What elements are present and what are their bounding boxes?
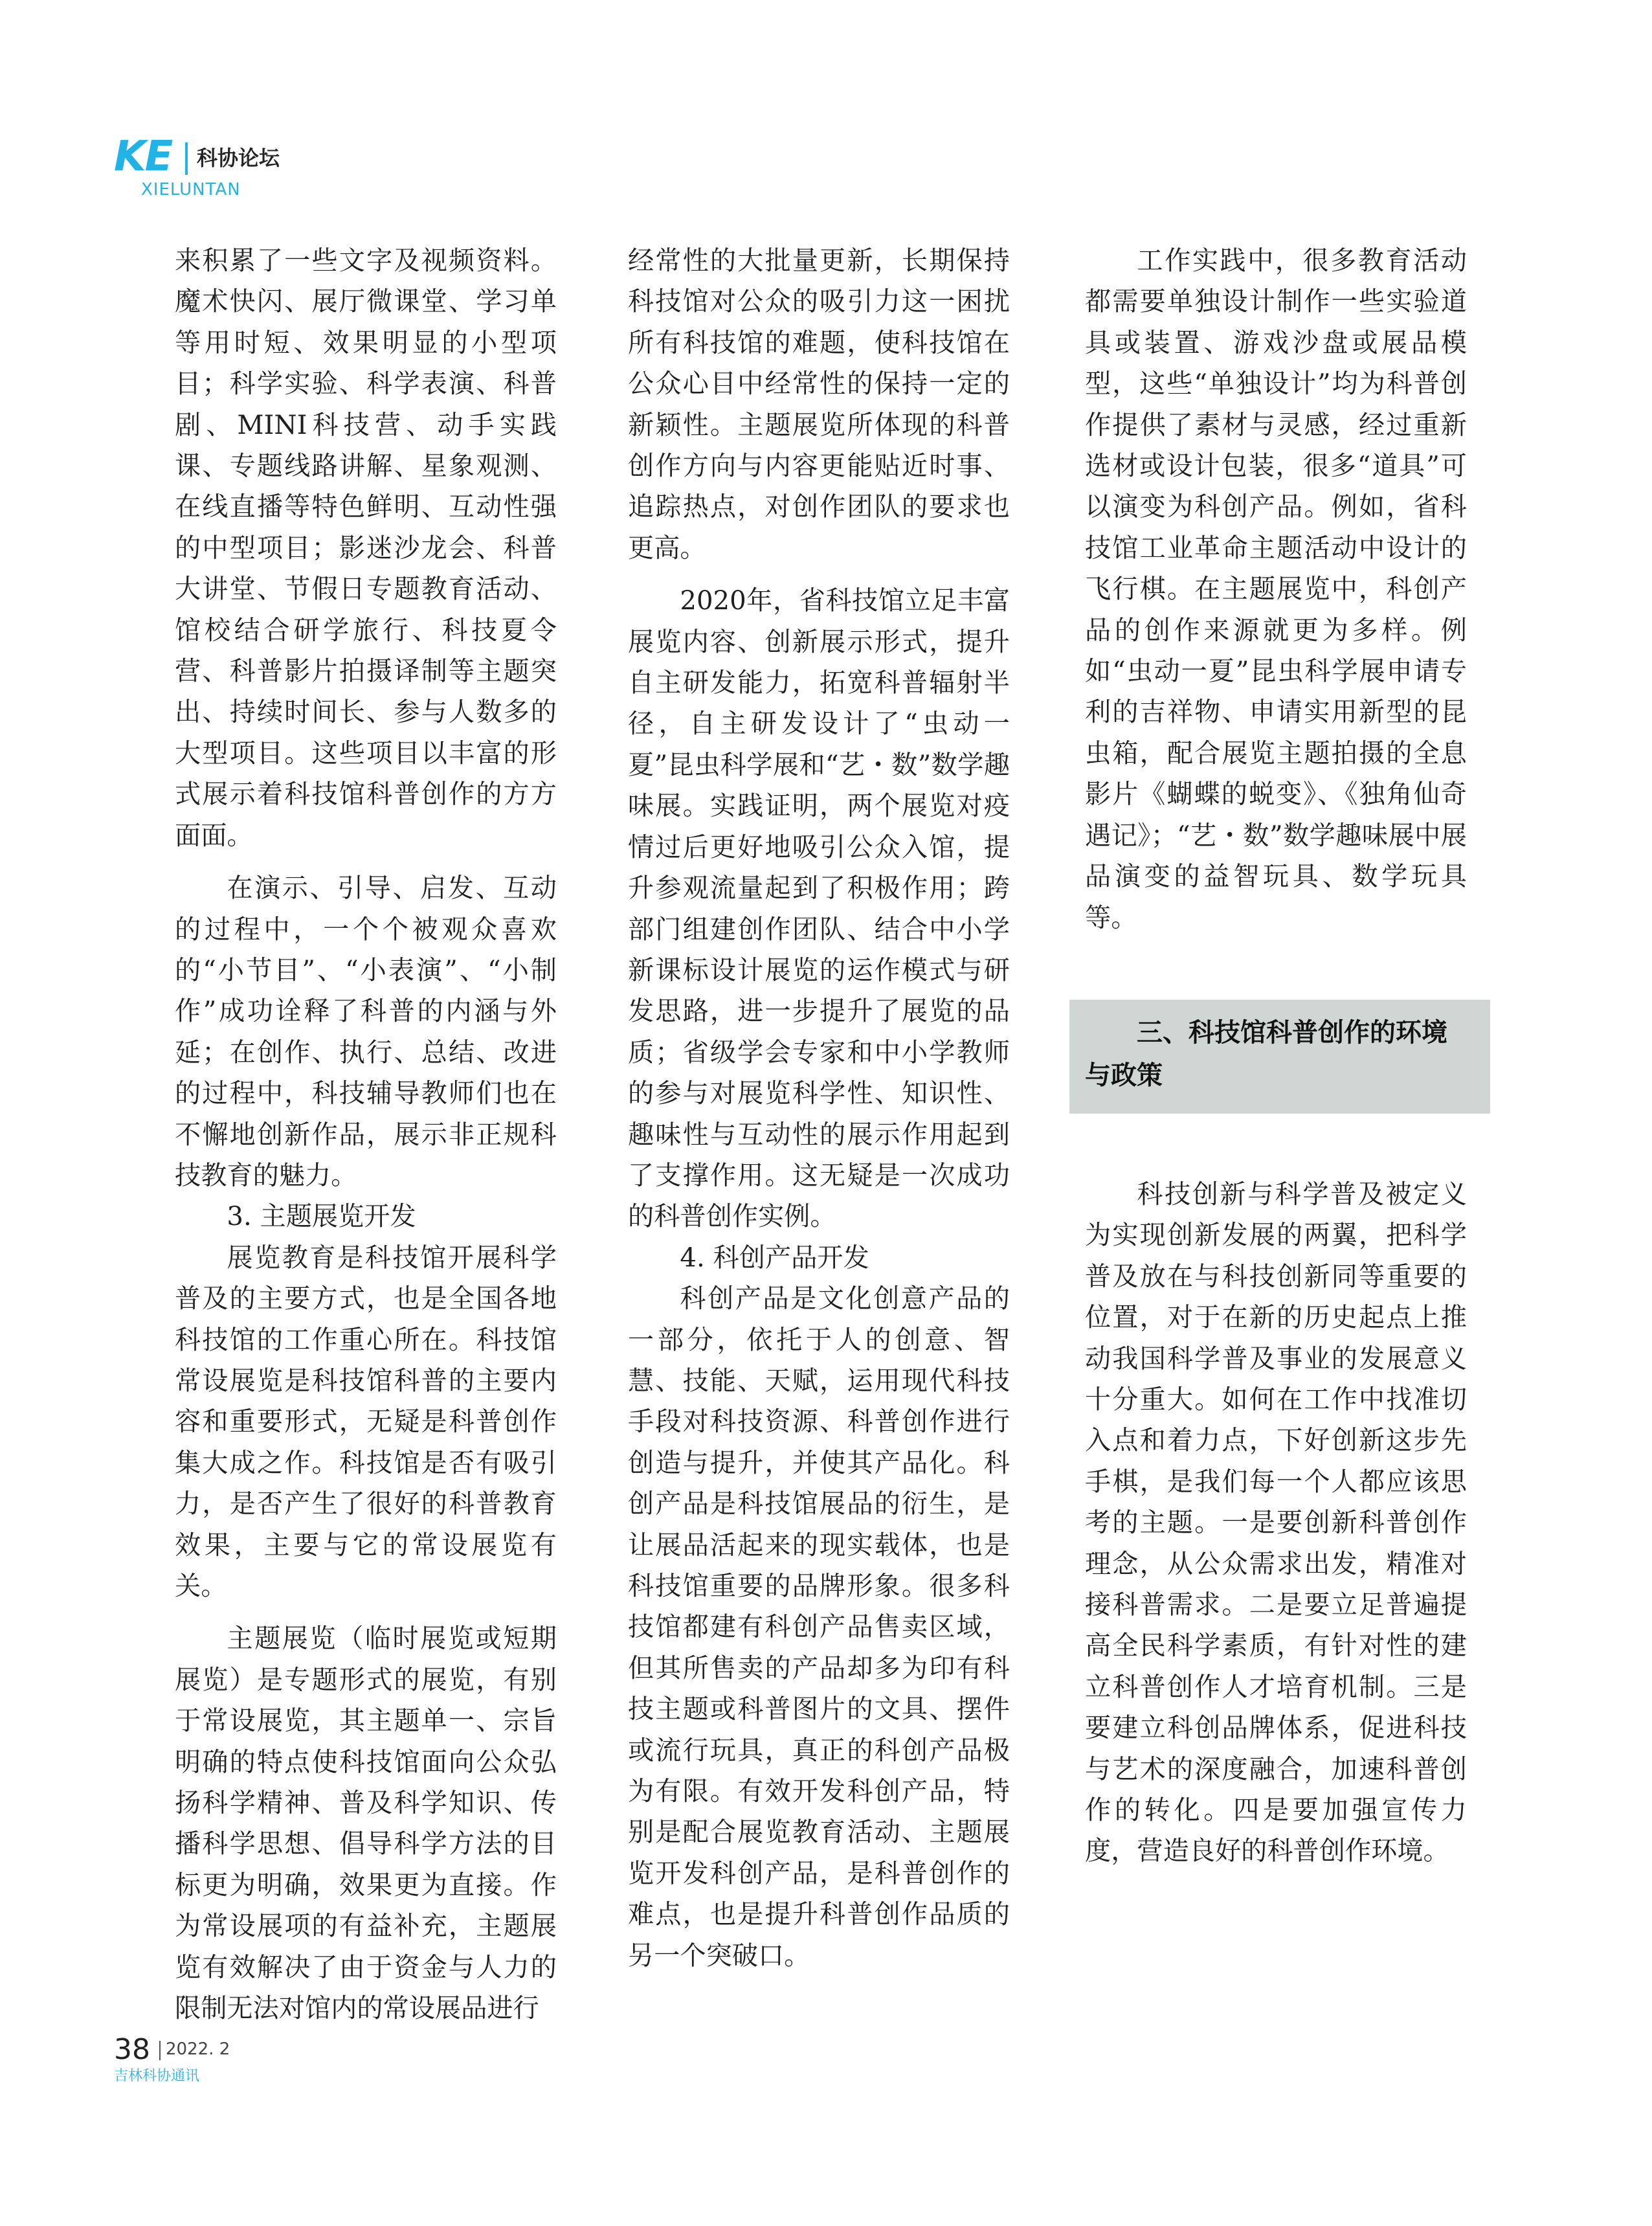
paragraph: 科创产品是文化创意产品的一部分，依托于人的创意、智慧、技能、天赋，运用现代科技手段对科技资源、科普创作进行创造与提升，并使其产品化。科创产品是科技馆展品的衍生，是让展品活起来的现实载体，也是科技馆重要的品牌形象。很多科技馆都建有科创产品售卖区域，但其所售卖的产品却多为印有科技主题或科普图片的文具、摆件或流行玩具，真正的科创产品极为有限。有效开发科创产品，特别是配合展览教育活动、主题展览开发科创产品，是科普创作的难点，也是提升科普创作品质的另一个突破口。 (628, 1284, 1010, 1971)
magazine-name: 吉林科协通讯 (114, 2068, 200, 2084)
page-number: 38 (114, 2033, 150, 2066)
section-heading-line: 三、科技馆科普创作的环境 (1137, 1017, 1447, 1048)
issue-date: 2022. 2 (166, 2040, 230, 2059)
magazine-logo: KE (114, 133, 172, 181)
section-subtitle: XIELUNTAN (141, 180, 241, 199)
paragraph: 经常性的大批量更新，长期保持科技馆对公众的吸引力这一困扰所有科技馆的难题，使科技馆在公众心目中经常性的保持一定的新颖性。主题展览所体现的科普创作方向与内容更能贴近时事、追踪热点，对创作团队的要求也更高。 (628, 246, 1010, 563)
text-column-3 (1085, 241, 1467, 1872)
paragraph: 来积累了一些文字及视频资料。魔术快闪、展厅微课堂、学习单等用时短、效果明显的小型项目；科学实验、科学表演、科普剧、MINI科技营、动手实践课、专题线路讲解、星象观测、在线直播等特色鲜明、互动性强的中型项目；影迷沙龙会、科普大讲堂、节假日专题教育活动、馆校结合研学旅行、科技夏令营、科普影片拍摄译制等主题突出、持续时间长、参与人数多的大型项目。这些项目以丰富的形式展示着科技馆科普创作的方方面面。 (175, 246, 557, 851)
footer-divider (159, 2041, 161, 2060)
paragraph: 科技创新与科学普及被定义为实现创新发展的两翼，把科学普及放在与科技创新同等重要的位置，对于在新的历史起点上推动我国科学普及事业的发展意义十分重大。如何在工作中找准切入点和着力点，下好创新这步先手棋，是我们每一个人都应该思考的主题。一是要创新科普创作理念，从公众需求出发，精准对接科普需求。二是要立足普遍提高全民科学素质，有针对性的建立科普创作人才培育机制。三是要建立科创品牌体系，促进科技与艺术的深度融合，加速科普创作的转化。四是要加强宣传力度，营造良好的科普创作环境。 (1085, 1179, 1467, 1867)
section-heading-line: 与政策 (1085, 1060, 1163, 1090)
paragraph: 工作实践中，很多教育活动都需要单独设计制作一些实验道具或装置、游戏沙盘或展品模型，这些“单独设计”均为科普创作提供了素材与灵感，经过重新选材或设计包装，很多“道具”可以演变为科创产品。例如，省科技馆工业革命主题活动中设计的飞行棋。在主题展览中，科创产品的创作来源就更为多样。例如“虫动一夏”昆虫科学展申请专利的吉祥物、申请实用新型的昆虫箱，配合展览主题拍摄的全息影片《蝴蝶的蜕变》、《独角仙奇遇记》；“艺・数”数学趣味展中展品演变的益智玩具、数学玩具等。 (1085, 246, 1467, 933)
header-divider (185, 142, 188, 175)
paragraph: 主题展览（临时展览或短期展览）是专题形式的展览，有别于常设展览，其主题单一、宗旨明确的特点使科技馆面向公众弘扬科学精神、普及科学知识、传播科学思想、倡导科学方法的目标更为明确，效果更为直接。作为常设展项的有益补充，主题展览有效解决了由于资金与人力的限制无法对馆内的常设展品进行 (175, 1624, 557, 2024)
subsection-heading: 4. 科创产品开发 (680, 1242, 869, 1273)
paragraph: 2020年，省科技馆立足丰富展览内容、创新展示形式，提升自主研发能力，拓宽科普辐射半径，自主研发设计了“虫动一夏”昆虫科学展和“艺・数”数学趣味展。实践证明，两个展览对疫情过后更好地吸引公众入馆，提升参观流量起到了积极作用；跨部门组建创作团队、结合中小学新课标设计展览的运作模式与研发思路，进一步提升了展览的品质；省级学会专家和中小学教师的参与对展览科学性、知识性、趣味性与互动性的展示作用起到了支撑作用。这无疑是一次成功的科普创作实例。 (628, 586, 1010, 1232)
text-column-1 (175, 241, 557, 2029)
section-heading-box (1069, 1000, 1490, 1114)
text-column-2 (628, 241, 1010, 1977)
paragraph: 展览教育是科技馆开展科学普及的主要方式，也是全国各地科技馆的工作重心所在。科技馆常设展览是科技馆科普的主要内容和重要形式，无疑是科普创作集大成之作。科技馆是否有吸引力，是否产生了很好的科普教育效果，主要与它的常设展览有关。 (175, 1242, 557, 1601)
section-title: 科协论坛 (197, 146, 280, 170)
paragraph: 在演示、引导、启发、互动的过程中，一个个被观众喜欢的“小节目”、“小表演”、“小制作”成功诠释了科普的内涵与外延；在创作、执行、总结、改进的过程中，科技辅导教师们也在不懈地创新作品，展示非正规科技教育的魅力。 (175, 873, 557, 1191)
subsection-heading: 3. 主题展览开发 (227, 1202, 416, 1232)
